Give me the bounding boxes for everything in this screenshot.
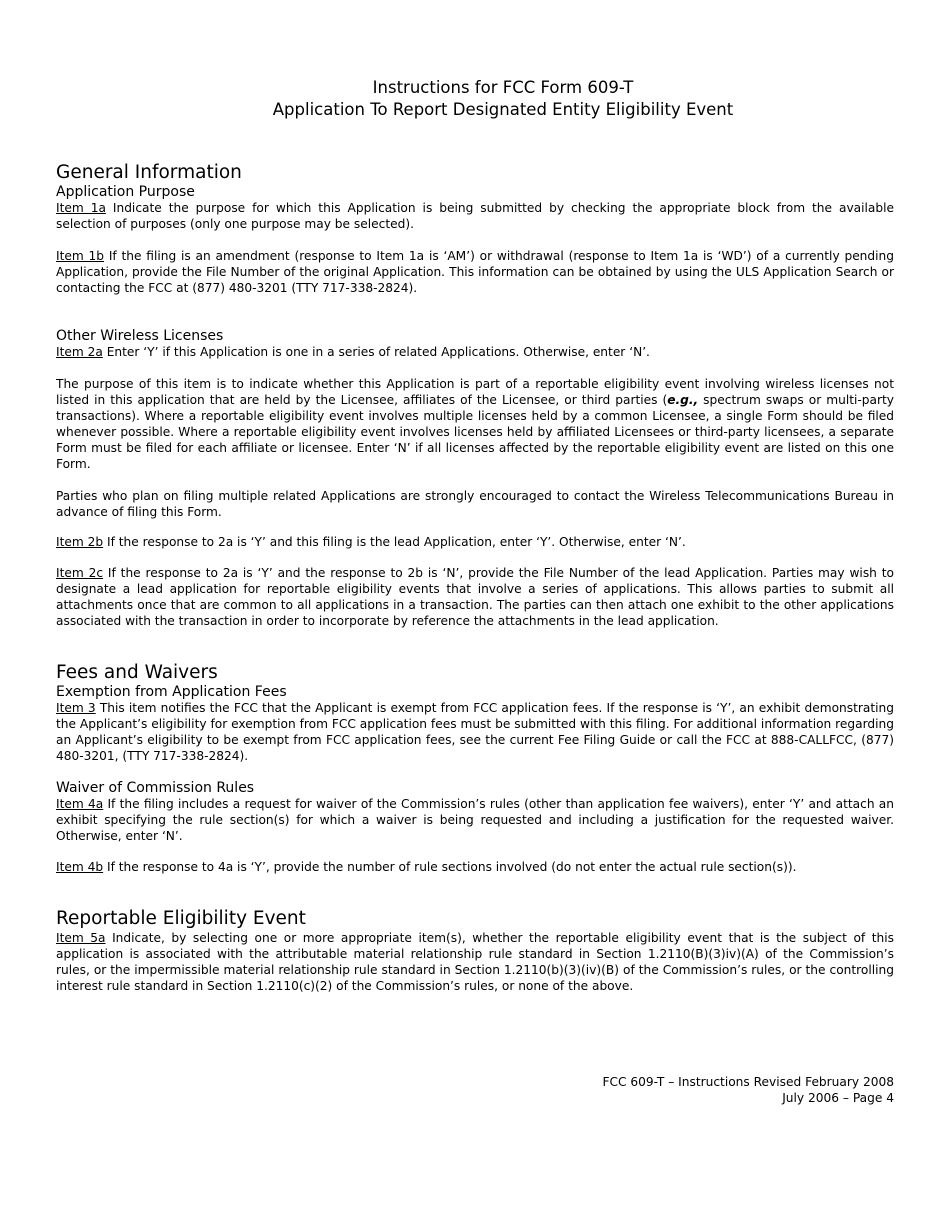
page-footer <box>602 1074 894 1106</box>
item-5a <box>56 930 894 994</box>
item-label: Item 4b <box>56 860 104 874</box>
section-reportable-eligibility-event <box>56 908 894 994</box>
item-label: Item 1b <box>56 249 105 263</box>
footer-revision: FCC 609-T – Instructions Revised February 2008 <box>602 1075 894 1089</box>
title-line-2: Application To Report Designated Entity Eligibility Event <box>272 100 734 119</box>
item-2b <box>56 534 894 550</box>
section-other-wireless-licenses <box>56 328 894 629</box>
subsection-heading: Other Wireless Licenses <box>56 328 224 344</box>
item-4a <box>56 796 894 844</box>
item-text: This item notifies the FCC that the Applicant is exempt from FCC application fees. If the response is ‘Y’, an exhibit demonstrating the Applicant’s eligibility for exemption from FCC application fees must be submitted with this filing. For additional information regarding an Applicant’s eligibility to be exempt from FCC application fees, see the current Fee Filing Guide or call the FCC at 888-CALLFCC, (877) 480-3201, (TTY 717-338-2824). <box>56 701 894 763</box>
item-label: Item 1a <box>56 201 106 215</box>
item-text: If the response to 2a is ‘Y’ and this filing is the lead Application, enter ‘Y’. Otherwise, enter ‘N’. <box>103 535 686 549</box>
footer-page-number: July 2006 – Page 4 <box>782 1091 894 1105</box>
item-text: If the filing is an amendment (response to Item 1a is ‘AM’) or withdrawal (response to Item 1a is ‘WD’) of a currently pending Application, provide the File Number of the original Application. This information can be obtained by using the ULS Application Search or contacting the FCC at (877) 480-3201 (TTY 717-338-2824). <box>56 249 894 295</box>
item-label: Item 2c <box>56 566 104 580</box>
item-2a <box>56 344 894 360</box>
item-1a <box>56 200 894 232</box>
subsection-heading: Application Purpose <box>56 184 195 200</box>
section-general-information <box>56 162 894 296</box>
item-3 <box>56 700 894 764</box>
section-heading: Fees and Waivers <box>56 662 218 683</box>
title-line-1: Instructions for FCC Form 609-T <box>372 78 634 97</box>
purpose-paragraph: The purpose of this item is to indicate whether this Application is part of a reportable eligibility event involving wireless licenses not listed in this application that are held by the Licensee, affiliates of the Licensee, or third parties (e.g., spectrum swaps or multi-party transactions). Where a reportable eligibility event involves multiple licenses held by a common Licensee, a single Form should be filed whenever possible. Where a reportable eligibility event involves licenses held by affiliated Licensees or third-party licensees, a separate Form must be filed for each affiliate or licensee. Enter ‘N’ if all licenses affected by the reportable eligibility event are listed on this one Form. <box>56 377 894 471</box>
item-label: Item 3 <box>56 701 96 715</box>
item-2c <box>56 565 894 629</box>
item-text: If the response to 4a is ‘Y’, provide the number of rule sections involved (do not enter the actual rule section(s)). <box>103 860 797 874</box>
item-text: If the filing includes a request for waiver of the Commission’s rules (other than application fee waivers), enter ‘Y’ and attach an exhibit specifying the rule section(s) for which a waiver is being requested and including a justification for the requested waiver. Otherwise, enter ‘N’. <box>56 797 894 843</box>
item-text: Indicate, by selecting one or more appropriate item(s), whether the reportable eligibility event that is the subject of this application is associated with the attributable material relationship rule standard in Section 1.2110(B)(3)iv)(A) of the Commission’s rules, or the impermissible material relationship rule standard in Section 1.2110(b)(3)(iv)(B) of the Commission’s rules, or the controlling interest rule standard in Section 1.2110(c)(2) of the Commission’s rules, or none of the above. <box>56 931 895 993</box>
item-4b <box>56 859 894 875</box>
subsection-heading: Waiver of Commission Rules <box>56 780 255 796</box>
item-label: Item 4a <box>56 797 104 811</box>
section-heading: Reportable Eligibility Event <box>56 908 306 929</box>
parties-paragraph: Parties who plan on filing multiple related Applications are strongly encouraged to contact the Wireless Telecommunications Bureau in advance of filing this Form. <box>56 489 894 519</box>
item-label: Item 2b <box>56 535 104 549</box>
item-label: Item 5a <box>56 931 106 945</box>
item-label: Item 2a <box>56 345 103 359</box>
subsection-heading: Exemption from Application Fees <box>56 684 287 700</box>
section-heading: General Information <box>56 162 242 183</box>
item-1b <box>56 248 894 296</box>
item-text: If the response to 2a is ‘Y’ and the response to 2b is ‘N’, provide the File Number of the lead Application. Parties may wish to designate a lead application for reportable eligibility events that involve a series of applications. This allows parties to submit all attachments once that are common to all applications in a transaction. The parties can then attach one exhibit to the other applications associated with the transaction in order to incorporate by reference the attachments in the lead application. <box>56 566 894 628</box>
item-text: Enter ‘Y’ if this Application is one in a series of related Applications. Otherwise, enter ‘N’. <box>102 345 650 359</box>
item-text: Indicate the purpose for which this Application is being submitted by checking the appropriate block from the available selection of purposes (only one purpose may be selected). <box>56 201 894 231</box>
section-fees-and-waivers <box>56 662 894 875</box>
